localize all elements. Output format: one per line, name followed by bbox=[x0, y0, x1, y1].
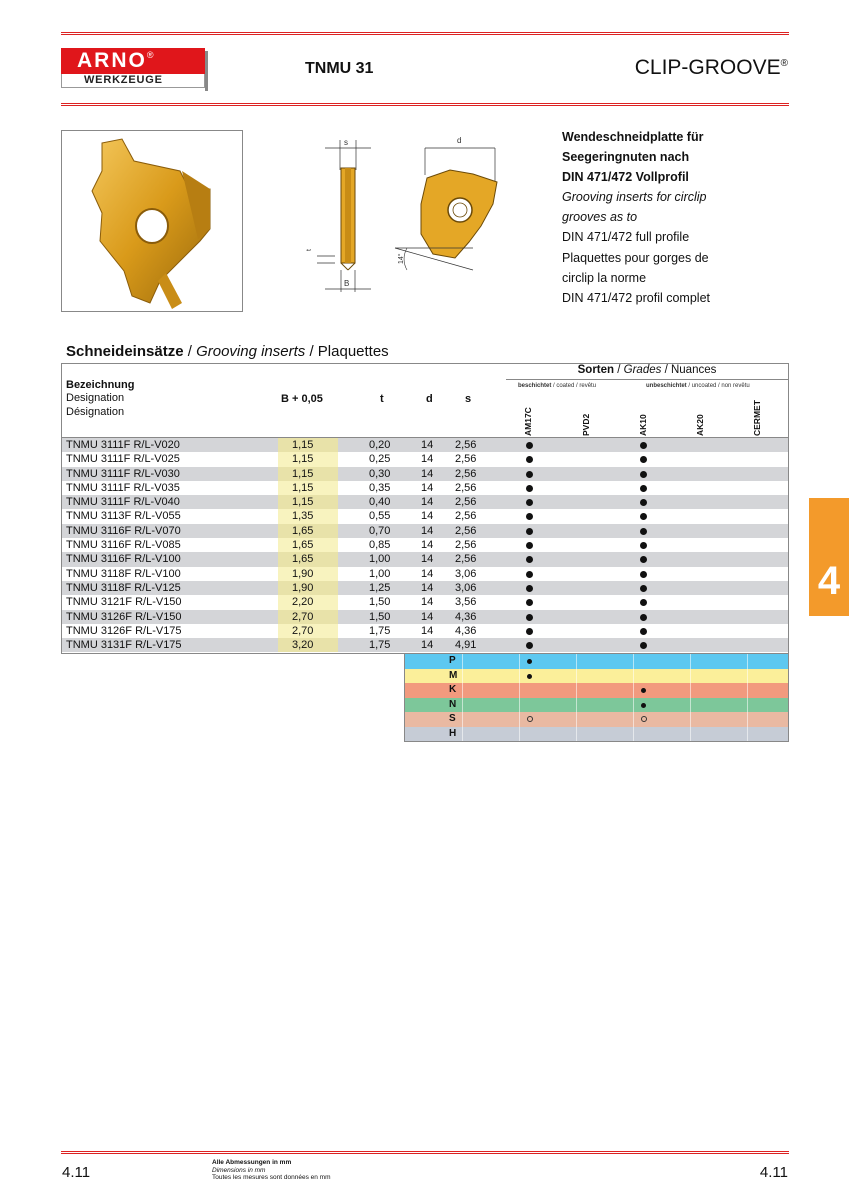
cell-d: 14 bbox=[421, 496, 434, 509]
availability-dot bbox=[640, 585, 647, 592]
material-table bbox=[404, 654, 789, 742]
table-row bbox=[62, 552, 788, 566]
product-series: CLIP-GROOVE® bbox=[634, 56, 788, 79]
cell-name: TNMU 3116F R/L-V085 bbox=[66, 539, 181, 552]
availability-dot bbox=[526, 599, 533, 606]
cell-name: TNMU 3111F R/L-V020 bbox=[66, 439, 180, 451]
arno-logo: ARNO® WERKZEUGE bbox=[61, 48, 205, 90]
availability-dot bbox=[526, 528, 533, 535]
material-row bbox=[404, 669, 789, 684]
suitability-dot bbox=[527, 659, 532, 664]
grade-ak10: AK10 bbox=[638, 414, 648, 436]
table-row bbox=[62, 524, 788, 538]
cell-d: 14 bbox=[421, 453, 434, 466]
cell-name: TNMU 3126F R/L-V175 bbox=[66, 624, 182, 637]
table-row bbox=[62, 481, 788, 495]
availability-dot bbox=[640, 556, 647, 563]
table-row bbox=[62, 538, 788, 552]
material-label: S bbox=[449, 713, 456, 725]
cell-t: 1,00 bbox=[369, 567, 391, 580]
availability-dot bbox=[526, 614, 533, 621]
section-title: Schneideinsätze / Grooving inserts / Plaquettes bbox=[66, 343, 389, 360]
grade-cermet: CERMET bbox=[752, 400, 762, 436]
cell-t: 0,85 bbox=[369, 539, 391, 552]
cell-b: 1,65 bbox=[278, 524, 338, 538]
cell-s: 2,56 bbox=[455, 467, 477, 480]
material-label: N bbox=[449, 698, 457, 710]
cell-s: 3,06 bbox=[455, 581, 477, 594]
chapter-tab[interactable]: 4 bbox=[809, 498, 849, 616]
table-row bbox=[62, 624, 788, 638]
availability-dot bbox=[640, 571, 647, 578]
material-label: K bbox=[449, 684, 457, 696]
cell-d: 14 bbox=[421, 481, 434, 494]
availability-dot bbox=[526, 471, 533, 478]
cell-name: TNMU 3111F R/L-V040 bbox=[66, 496, 180, 509]
footer-rule bbox=[61, 1151, 789, 1154]
availability-dot bbox=[640, 628, 647, 635]
inserts-table bbox=[61, 363, 789, 654]
cell-d: 14 bbox=[421, 467, 434, 480]
dimensions-note: Alle Abmessungen in mm Dimensions in mm Toutes les mesures sont données en mm bbox=[212, 1159, 331, 1181]
dim-b-label: B bbox=[344, 279, 350, 288]
table-row bbox=[62, 567, 788, 581]
table-row bbox=[62, 610, 788, 624]
top-rule bbox=[61, 32, 789, 35]
cell-name: TNMU 3116F R/L-V070 bbox=[66, 524, 181, 537]
insert-image bbox=[62, 131, 242, 311]
suitability-dot bbox=[641, 703, 646, 708]
cell-s: 4,91 bbox=[455, 639, 477, 652]
col-designation-de: Bezeichnung bbox=[66, 379, 135, 391]
cell-b: 1,15 bbox=[278, 438, 338, 452]
availability-dot bbox=[640, 442, 647, 449]
material-row bbox=[404, 654, 789, 669]
cell-b: 2,20 bbox=[278, 595, 338, 609]
availability-dot bbox=[640, 614, 647, 621]
cell-t: 0,20 bbox=[369, 439, 391, 451]
cell-s: 2,56 bbox=[455, 439, 477, 451]
availability-dot bbox=[640, 456, 647, 463]
cell-s: 2,56 bbox=[455, 496, 477, 509]
coated-label: beschichtet / coated / revêtu bbox=[518, 383, 597, 389]
cell-d: 14 bbox=[421, 510, 434, 523]
availability-dot bbox=[640, 499, 647, 506]
cell-name: TNMU 3126F R/L-V150 bbox=[66, 610, 182, 623]
cell-b: 1,15 bbox=[278, 452, 338, 466]
table-row bbox=[62, 467, 788, 481]
grade-am17c: AM17C bbox=[523, 407, 533, 436]
cell-s: 4,36 bbox=[455, 610, 477, 623]
cell-name: TNMU 3113F R/L-V055 bbox=[66, 510, 181, 523]
cell-t: 0,25 bbox=[369, 453, 391, 466]
cell-b: 1,65 bbox=[278, 552, 338, 566]
grades-title: Sorten / Grades / Nuances bbox=[577, 364, 717, 376]
cell-d: 14 bbox=[421, 624, 434, 637]
table-row bbox=[62, 638, 788, 652]
cell-s: 2,56 bbox=[455, 481, 477, 494]
material-row bbox=[404, 712, 789, 727]
cell-t: 1,50 bbox=[369, 610, 391, 623]
cell-name: TNMU 3116F R/L-V100 bbox=[66, 553, 181, 566]
cell-t: 1,00 bbox=[369, 553, 391, 566]
cell-s: 4,36 bbox=[455, 624, 477, 637]
product-model: TNMU 31 bbox=[305, 60, 374, 77]
cell-b: 1,90 bbox=[278, 581, 338, 595]
col-designation-fr: Désignation bbox=[66, 406, 125, 418]
cell-d: 14 bbox=[421, 610, 434, 623]
cell-d: 14 bbox=[421, 639, 434, 652]
availability-dot bbox=[640, 599, 647, 606]
table-body bbox=[62, 438, 788, 652]
cell-t: 0,30 bbox=[369, 467, 391, 480]
availability-dot bbox=[640, 513, 647, 520]
cell-t: 0,55 bbox=[369, 510, 391, 523]
grade-pvd2: PVD2 bbox=[581, 413, 591, 436]
table-row bbox=[62, 595, 788, 609]
availability-dot bbox=[640, 485, 647, 492]
cell-b: 2,70 bbox=[278, 624, 338, 638]
cell-t: 1,25 bbox=[369, 581, 391, 594]
cell-d: 14 bbox=[421, 524, 434, 537]
cell-b: 3,20 bbox=[278, 638, 338, 652]
material-label: H bbox=[449, 727, 457, 739]
material-row bbox=[404, 727, 789, 742]
cell-b: 1,15 bbox=[278, 481, 338, 495]
cell-s: 2,56 bbox=[455, 539, 477, 552]
table-row bbox=[62, 581, 788, 595]
col-s: s bbox=[465, 393, 472, 405]
cell-name: TNMU 3118F R/L-V125 bbox=[66, 581, 181, 594]
cell-t: 0,70 bbox=[369, 524, 391, 537]
table-row bbox=[62, 438, 788, 452]
cell-d: 14 bbox=[421, 581, 434, 594]
material-label: M bbox=[449, 669, 458, 681]
col-t: t bbox=[380, 393, 384, 405]
dim-angle-label: 14° bbox=[398, 253, 405, 264]
cell-b: 1,65 bbox=[278, 538, 338, 552]
product-description: Wendeschneidplatte für Seegeringnuten nach DIN 471/472 Vollprofil Grooving inserts for circlip grooves as to DIN 471/472 full profile Plaquettes pour gorges de circlip la norme DIN 471/472 profil complet bbox=[562, 130, 710, 305]
cell-name: TNMU 3121F R/L-V150 bbox=[66, 596, 182, 609]
availability-dot bbox=[526, 556, 533, 563]
cell-b: 1,90 bbox=[278, 567, 338, 581]
grade-ak20: AK20 bbox=[695, 414, 705, 436]
col-designation-en: Designation bbox=[66, 392, 125, 404]
availability-dot bbox=[526, 642, 533, 649]
cell-name: TNMU 3131F R/L-V175 bbox=[66, 639, 182, 652]
cell-d: 14 bbox=[421, 439, 434, 451]
page-number-left: 4.11 bbox=[62, 1164, 91, 1181]
suitability-dot bbox=[527, 674, 532, 679]
cell-s: 2,56 bbox=[455, 553, 477, 566]
availability-dot bbox=[640, 471, 647, 478]
table-header bbox=[62, 364, 788, 438]
availability-dot bbox=[640, 542, 647, 549]
page-number-right: 4.11 bbox=[759, 1164, 788, 1181]
dim-s-label: s bbox=[344, 138, 348, 147]
cell-d: 14 bbox=[421, 596, 434, 609]
header-rule bbox=[61, 103, 789, 106]
availability-dot bbox=[526, 442, 533, 449]
availability-dot bbox=[526, 513, 533, 520]
availability-dot bbox=[640, 642, 647, 649]
col-b: B + 0,05 bbox=[281, 393, 323, 405]
uncoated-label: unbeschichtet / uncoated / non revêtu bbox=[646, 383, 750, 389]
availability-dot bbox=[640, 528, 647, 535]
table-row bbox=[62, 452, 788, 466]
cell-d: 14 bbox=[421, 553, 434, 566]
table-row bbox=[62, 509, 788, 523]
table-row bbox=[62, 495, 788, 509]
availability-dot bbox=[526, 456, 533, 463]
availability-dot bbox=[526, 585, 533, 592]
cell-name: TNMU 3118F R/L-V100 bbox=[66, 567, 181, 580]
suitability-ring bbox=[641, 716, 647, 722]
suitability-dot bbox=[641, 688, 646, 693]
material-label: P bbox=[449, 655, 456, 666]
cell-b: 2,70 bbox=[278, 610, 338, 624]
cell-t: 1,75 bbox=[369, 624, 391, 637]
cell-b: 1,15 bbox=[278, 467, 338, 481]
cell-s: 3,56 bbox=[455, 596, 477, 609]
insert-photo bbox=[61, 130, 243, 312]
cell-name: TNMU 3111F R/L-V025 bbox=[66, 453, 180, 466]
cell-s: 2,56 bbox=[455, 524, 477, 537]
dim-d-label: d bbox=[457, 136, 462, 145]
technical-drawing bbox=[295, 130, 520, 300]
availability-dot bbox=[526, 542, 533, 549]
availability-dot bbox=[526, 499, 533, 506]
cell-name: TNMU 3111F R/L-V030 bbox=[66, 467, 180, 480]
cell-t: 1,75 bbox=[369, 639, 391, 652]
col-d: d bbox=[426, 393, 433, 405]
cell-t: 1,50 bbox=[369, 596, 391, 609]
cell-s: 3,06 bbox=[455, 567, 477, 580]
cell-b: 1,15 bbox=[278, 495, 338, 509]
cell-d: 14 bbox=[421, 539, 434, 552]
cell-s: 2,56 bbox=[455, 510, 477, 523]
availability-dot bbox=[526, 628, 533, 635]
suitability-ring bbox=[527, 716, 533, 722]
material-row bbox=[404, 698, 789, 713]
cell-t: 0,35 bbox=[369, 481, 391, 494]
cell-b: 1,35 bbox=[278, 509, 338, 523]
cell-d: 14 bbox=[421, 567, 434, 580]
dim-t-label: t bbox=[306, 249, 313, 251]
availability-dot bbox=[526, 571, 533, 578]
cell-name: TNMU 3111F R/L-V035 bbox=[66, 481, 180, 494]
cell-t: 0,40 bbox=[369, 496, 391, 509]
material-row bbox=[404, 683, 789, 698]
cell-s: 2,56 bbox=[455, 453, 477, 466]
availability-dot bbox=[526, 485, 533, 492]
